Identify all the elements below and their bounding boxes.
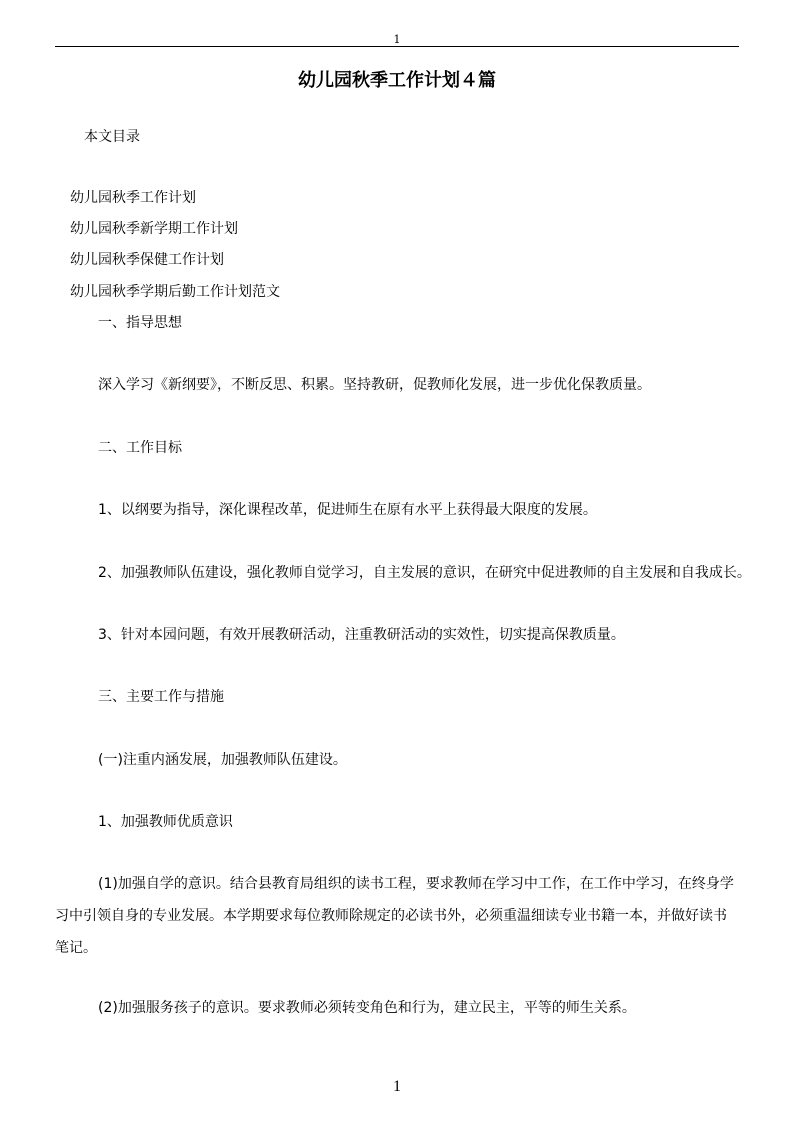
goal-1: 1、以纲要为指导，深化课程改革，促进师生在原有水平上获得最大限度的发展。 bbox=[98, 502, 597, 518]
section-1-text: 深入学习《新纲要》，不断反思、积累。坚持教研，促教师化发展，进一步优化保教质量。 bbox=[98, 377, 651, 393]
toc-item-3[interactable]: 幼儿园秋季保健工作计划 bbox=[70, 252, 224, 268]
paragraph-1: (1)加强自学的意识。结合县教育局组织的读书工程，要求教师在学习中工作，在工作中学习，在终身学习中引领自身的专业发展。本学期要求每位教师除规定的必读书外，必须重温细读专业书籍一本，并做好读书笔记。 bbox=[55, 876, 734, 956]
toc-heading: 本文目录 bbox=[84, 129, 140, 145]
header-rule bbox=[55, 46, 739, 47]
section-1-heading: 一、指导思想 bbox=[98, 315, 182, 331]
paragraph-2: (2)加强服务孩子的意识。要求教师必须转变角色和行为，建立民主，平等的师生关系。 bbox=[98, 1000, 636, 1016]
document-title: 幼儿园秋季工作计划４篇 bbox=[298, 70, 496, 91]
goal-3: 3、针对本园问题，有效开展教研活动，注重教研活动的实效性，切实提高保教质量。 bbox=[98, 627, 625, 643]
item-1: 1、加强教师优质意识 bbox=[98, 814, 233, 830]
goal-2: 2、加强教师队伍建设，强化教师自觉学习，自主发展的意识，在研究中促进教师的自主发展和自我成长。 bbox=[98, 565, 751, 581]
toc-item-1[interactable]: 幼儿园秋季工作计划 bbox=[70, 190, 196, 206]
toc-item-4[interactable]: 幼儿园秋季学期后勤工作计划范文 bbox=[70, 284, 280, 300]
section-3-heading: 三、主要工作与措施 bbox=[98, 689, 224, 705]
subsection-1: (一)注重内涵发展，加强教师队伍建设。 bbox=[98, 752, 347, 768]
header-page-number: 1 bbox=[393, 33, 401, 46]
footer-page-number: 1 bbox=[393, 1078, 401, 1095]
section-2-heading: 二、工作目标 bbox=[98, 440, 182, 456]
toc-item-2[interactable]: 幼儿园秋季新学期工作计划 bbox=[70, 221, 238, 237]
